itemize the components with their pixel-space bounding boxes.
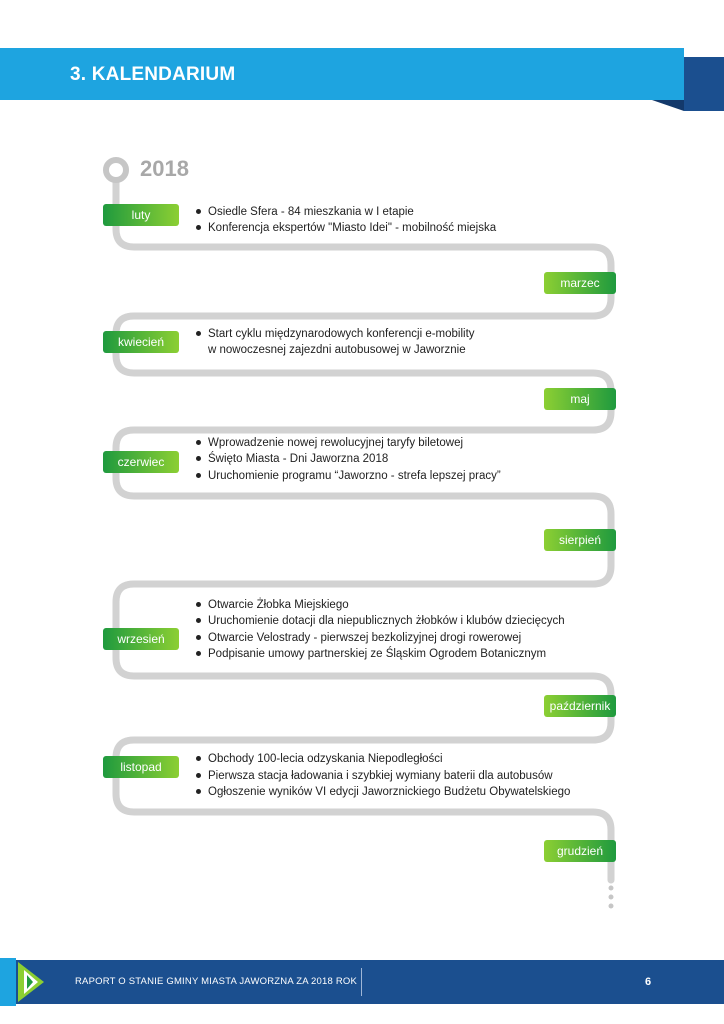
track-dot: [609, 895, 614, 900]
event-text: Konferencja ekspertów "Miasto Idei" - mobilność miejska: [208, 222, 497, 234]
event-item: [196, 205, 414, 220]
page-number: 6: [645, 976, 652, 988]
event-text: Obchody 100-lecia odzyskania Niepodległości: [208, 753, 443, 765]
footer-divider: [361, 968, 362, 996]
event-item: [196, 436, 463, 451]
bullet-icon: [196, 456, 201, 461]
event-item: [196, 752, 443, 767]
bullet-icon: [196, 651, 201, 656]
bullet-icon: [196, 473, 201, 478]
bullet-icon: [196, 635, 201, 640]
bullet-icon: [196, 209, 201, 214]
month-tag: listopad: [103, 756, 179, 778]
event-text: Otwarcie Velostrady - pierwszej bezkolizyjnej drogi rowerowej: [208, 632, 522, 644]
event-item: [196, 452, 388, 467]
track-dot: [609, 886, 614, 891]
footer-arrow-logo-icon: [0, 958, 60, 1006]
bullet-icon: [196, 618, 201, 623]
bullet-icon: [196, 331, 201, 336]
event-item: [196, 769, 553, 784]
event-item: [196, 469, 501, 484]
bullet-icon: [196, 773, 201, 778]
event-item: [196, 614, 565, 629]
month-tag: maj: [544, 388, 616, 410]
event-item: [196, 221, 496, 236]
event-text: Uruchomienie dotacji dla niepublicznych żłobków i klubów dziecięcych: [208, 615, 565, 627]
event-text: Start cyklu międzynarodowych konferencji e-mobility: [208, 328, 475, 340]
event-text: Wprowadzenie nowej rewolucyjnej taryfy biletowej: [208, 437, 464, 449]
month-tag: marzec: [544, 272, 616, 294]
month-tag: kwiecień: [103, 331, 179, 353]
event-text: w nowoczesnej zajezdni autobusowej w Jaworznie: [208, 344, 466, 356]
month-tag: czerwiec: [103, 451, 179, 473]
bullet-icon: [196, 756, 201, 761]
track-dot: [609, 904, 614, 909]
event-item: [196, 327, 475, 342]
event-text: Otwarcie Żłobka Miejskiego: [208, 599, 349, 611]
bullet-icon: [196, 440, 201, 445]
event-item: [196, 631, 521, 646]
event-text: Pierwsza stacja ładowania i szybkiej wymiany baterii dla autobusów: [208, 770, 553, 782]
month-tag: październik: [544, 695, 616, 717]
event-text: Uruchomienie programu “Jaworzno - strefa lepszej pracy”: [208, 470, 501, 482]
month-tag: sierpień: [544, 529, 616, 551]
month-tag: wrzesień: [103, 628, 179, 650]
timeline-end-dots: [609, 886, 614, 909]
bullet-icon: [196, 225, 201, 230]
event-item: [196, 647, 546, 662]
event-text: Święto Miasta - Dni Jaworzna 2018: [208, 453, 389, 465]
event-text: Podpisanie umowy partnerskiej ze Śląskim Ogrodem Botanicznym: [208, 648, 547, 660]
event-item: [196, 785, 570, 800]
event-item: [196, 343, 466, 358]
month-tag: luty: [103, 204, 179, 226]
event-text: Ogłoszenie wyników VI edycji Jaworznickiego Budżetu Obywatelskiego: [208, 786, 571, 798]
timeline-start-icon: [106, 160, 126, 180]
section-title: 3. KALENDARIUM: [70, 64, 236, 85]
event-text: Osiedle Sfera - 84 mieszkania w I etapie: [208, 206, 414, 218]
month-tag: grudzień: [544, 840, 616, 862]
timeline-year: 2018: [140, 156, 189, 181]
bullet-icon: [196, 602, 201, 607]
footer-report-title: RAPORT O STANIE GMINY MIASTA JAWORZNA ZA 2018 ROK: [75, 976, 358, 987]
event-item: [196, 598, 349, 613]
bullet-icon: [196, 789, 201, 794]
